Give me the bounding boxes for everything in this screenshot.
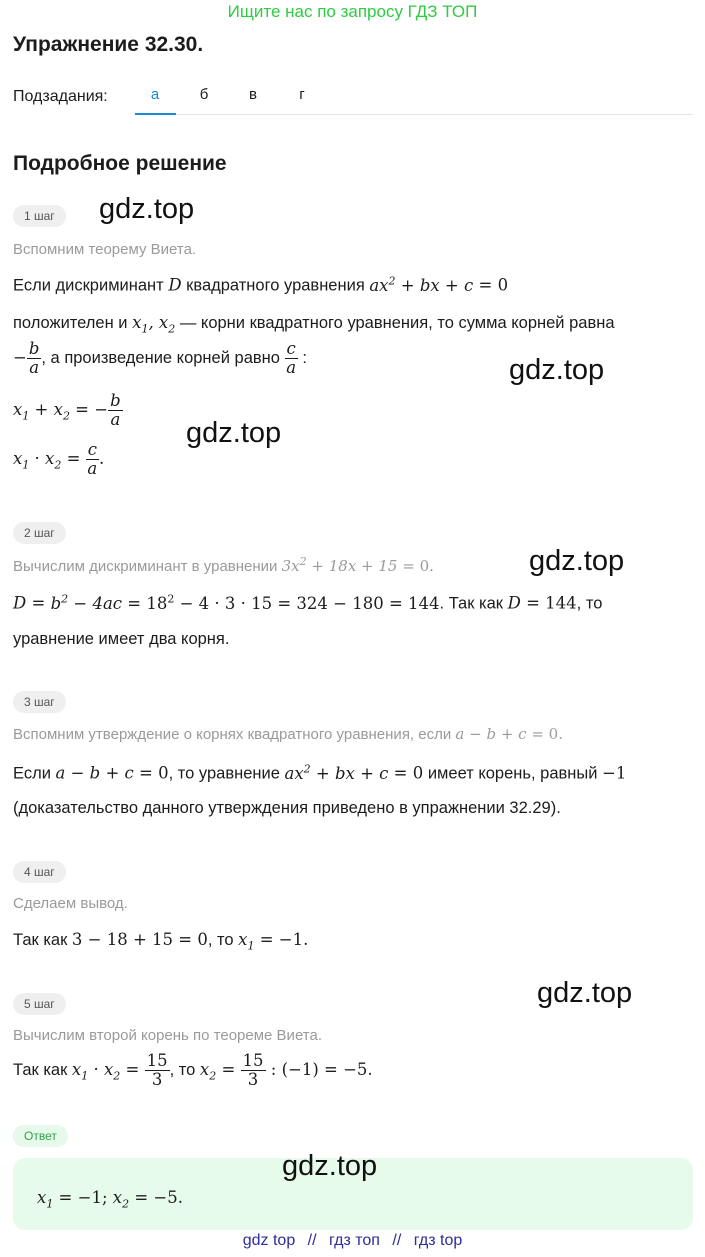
step-5-line: Так как $x_1 \cdot x_2$ = $\frac{15}{3}$ , то $x_2$ = $\frac{15}{3}$ : (−1) = −5.	[13, 1051, 373, 1090]
tab-b[interactable]: б	[199, 86, 209, 103]
footer-separator: //	[392, 1232, 402, 1249]
step-5-hint: Вычислим второй корень по теореме Виета.	[13, 1027, 322, 1044]
step-1-line-2: положителен и $x_1$, $x_2$ — корни квадратного уравнения, то сумма корней равна	[13, 313, 615, 336]
step-2-line-2: уравнение имеет два корня.	[13, 630, 230, 648]
step-4-badge: 4 шаг	[13, 861, 66, 883]
step-2-line-1: $D = b^2 - 4ac = 18^2 - 4 \cdot 3 \cdot 15 = 324 - 180 = 144$. Так как D = 144, то	[13, 592, 603, 613]
step-4-line: Так как 3 − 18 + 15 = 0, то $x_1 = -1$.	[13, 930, 309, 953]
step-2-badge: 2 шаг	[13, 522, 66, 544]
tab-v[interactable]: в	[249, 86, 257, 103]
footer-links	[0, 1232, 705, 1250]
step-1-badge: 1 шаг	[13, 205, 66, 227]
footer-link-2[interactable]: гдз топ	[329, 1232, 380, 1249]
step-1-hint: Вспомним теорему Виета.	[13, 241, 197, 258]
watermark: gdz.top	[186, 417, 282, 449]
watermark: gdz.top	[537, 977, 633, 1009]
footer-separator: //	[307, 1232, 317, 1249]
subtasks-label: Подзадания:	[13, 88, 108, 105]
step-3-hint: Вспомним утверждение о корнях квадратного уравнения, если a − b + c = 0.	[13, 725, 563, 743]
watermark: gdz.top	[529, 545, 625, 577]
watermark: gdz.top	[509, 354, 605, 386]
footer-link-1[interactable]: gdz top	[242, 1232, 296, 1249]
tab-g[interactable]: г	[299, 86, 305, 103]
tab-a[interactable]: а	[150, 86, 160, 103]
page-title: Упражнение 32.30.	[13, 33, 204, 56]
step-3-line-1: Если a − b + c = 0, то уравнение $ax^2$ + bx + c = 0 имеет корень, равный −1	[13, 762, 627, 783]
section-title: Подробное решение	[13, 152, 227, 175]
step-3-line-2: (доказательство данного утверждения приведено в упражнении 32.29).	[13, 799, 561, 817]
answer-badge: Ответ	[13, 1125, 68, 1147]
step-4-hint: Сделаем вывод.	[13, 895, 128, 912]
vieta-product-formula: $x_1 \cdot x_2$ = $\frac{c}{a}$ .	[13, 440, 105, 479]
footer-link-3[interactable]: гдз top	[413, 1232, 463, 1249]
tabs-divider	[135, 114, 693, 115]
step-1-line-3: − $\frac{b}{a}$ , а произведение корней равно $\frac{c}{a}$ :	[13, 339, 307, 378]
step-3-badge: 3 шаг	[13, 691, 66, 713]
step-1-line-1: Если дискриминант D квадратного уравнения $ax^2$ + bx + c = 0	[13, 274, 509, 295]
vieta-sum-formula: $x_1 + x_2$ = − $\frac{b}{a}$	[13, 391, 121, 430]
step-2-hint: Вычислим дискриминант в уравнении $3x^2 + 18x + 15 = 0$.	[13, 555, 434, 575]
search-banner[interactable]: Ищите нас по запросу ГДЗ ТОП	[227, 2, 478, 21]
answer-text: $x_1 = -1$; $x_2 = -5$.	[37, 1188, 183, 1211]
watermark: gdz.top	[282, 1150, 378, 1182]
active-tab-indicator	[135, 113, 176, 115]
step-5-badge: 5 шаг	[13, 993, 66, 1015]
watermark: gdz.top	[99, 193, 195, 225]
